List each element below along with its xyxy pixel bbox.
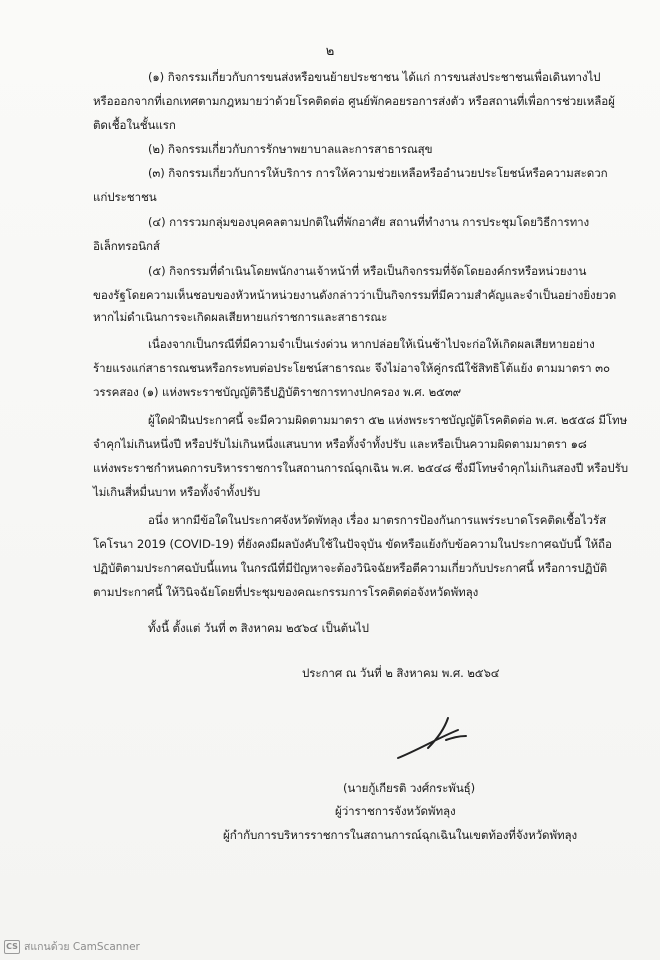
camscanner-logo-icon: CS xyxy=(4,940,20,954)
text-line: วรรคสอง (๑) แห่งพระราชบัญญัติวิธีปฏิบัติราชการทางปกครอง พ.ศ. ๒๕๓๙ xyxy=(93,385,462,399)
text-line: (๑) กิจกรรมเกี่ยวกับการขนส่งหรือขนย้ายประชาชน ได้แก่ การขนส่งประชาชนเพื่อเดินทางไป xyxy=(148,70,601,84)
camscanner-label: สแกนด้วย CamScanner xyxy=(24,941,140,953)
text-line: โคโรนา 2019 (COVID-19) ที่ยังคงมีผลบังคับใช้ในปัจจุบัน ขัดหรือแย้งกับข้อความในประกาศฉบับนี้ ให้ถือ xyxy=(93,537,612,551)
text-line: ตามประกาศนี้ ให้วินิจฉัยโดยที่ประชุมของคณะกรรมการโรคติดต่อจังหวัดพัทลุง xyxy=(93,585,479,599)
text-line: อนึ่ง หากมีข้อใดในประกาศจังหวัดพัทลุง เรื่อง มาตรการป้องกันการแพร่ระบาดโรคติดเชื้อไวรัส xyxy=(148,513,607,527)
text-line: ผู้ใดฝ่าฝืนประกาศนี้ จะมีความผิดตามมาตรา ๕๒ แห่งพระราชบัญญัติโรคติดต่อ พ.ศ. ๒๕๕๘ มีโทษ xyxy=(148,413,628,427)
announcement-date: ประกาศ ณ วันที่ ๒ สิงหาคม พ.ศ. ๒๕๖๔ xyxy=(302,666,500,680)
signatory-title: ผู้ว่าราชการจังหวัดพัทลุง xyxy=(335,804,456,818)
text-line: (๔) การรวมกลุ่มของบุคคลตามปกติในที่พักอาศัย สถานที่ทำงาน การประชุมโดยวิธีการทาง xyxy=(148,215,590,229)
text-line: หากไม่ดำเนินการจะเกิดผลเสียหายแก่ราชการและสาธารณะ xyxy=(93,310,388,324)
text-line: เนื่องจากเป็นกรณีที่มีความจำเป็นเร่งด่วน หากปล่อยให้เนิ่นช้าไปจะก่อให้เกิดผลเสียหายอย่าง xyxy=(148,337,595,351)
signatory-role: ผู้กำกับการบริหารราชการในสถานการณ์ฉุกเฉินในเขตท้องที่จังหวัดพัทลุง xyxy=(223,828,578,842)
text-line: (๓) กิจกรรมเกี่ยวกับการให้บริการ การให้ความช่วยเหลือหรืออำนวยประโยชน์หรือความสะดวก xyxy=(148,166,608,180)
text-line: ไม่เกินสี่หมื่นบาท หรือทั้งจำทั้งปรับ xyxy=(93,485,261,499)
text-line: แก่ประชาชน xyxy=(93,190,157,204)
text-line: (๕) กิจกรรมที่ดำเนินโดยพนักงานเจ้าหน้าที่ หรือเป็นกิจกรรมที่จัดโดยองค์กรหรือหน่วยงาน xyxy=(148,264,587,278)
text-line: ของรัฐโดยความเห็นชอบของหัวหน้าหน่วยงานดังกล่าวว่าเป็นกิจกรรมที่มีความสำคัญและจำเป็นอย่างยิ่งยวด xyxy=(93,288,617,302)
signature-mark xyxy=(388,700,478,770)
effective-date: ทั้งนี้ ตั้งแต่ วันที่ ๓ สิงหาคม ๒๕๖๔ เป็นต้นไป xyxy=(148,621,369,635)
text-line: แห่งพระราชกำหนดการบริหารราชการในสถานการณ์ฉุกเฉิน พ.ศ. ๒๕๔๘ ซึ่งมีโทษจำคุกไม่เกินสองปี หรือปรับ xyxy=(93,461,628,475)
camscanner-watermark xyxy=(4,938,140,955)
text-line: จำคุกไม่เกินหนึ่งปี หรือปรับไม่เกินหนึ่งแสนบาท หรือทั้งจำทั้งปรับ และหรือเป็นความผิดตามมาตรา ๑๘ xyxy=(93,437,587,451)
page-number: ๒ xyxy=(325,44,335,59)
text-line: ปฏิบัติตามประกาศฉบับนี้แทน ในกรณีที่มีปัญหาจะต้องวินิจฉัยหรือตีความเกี่ยวกับประกาศนี้ หรือการปฏิบัติ xyxy=(93,561,608,575)
signatory-name: (นายกู้เกียรติ วงศ์กระพันธุ์) xyxy=(343,781,476,795)
text-line: (๒) กิจกรรมเกี่ยวกับการรักษาพยาบาลและการสาธารณสุข xyxy=(148,142,433,156)
text-line: ติดเชื้อในชั้นแรก xyxy=(93,118,176,132)
text-line: หรือออกจากที่เอกเทศตามกฎหมายว่าด้วยโรคติดต่อ ศูนย์พักคอยรอการส่งตัว หรือสถานที่เพื่อการช่วยเหลือผู้ xyxy=(93,94,615,108)
text-line: อิเล็กทรอนิกส์ xyxy=(93,239,160,253)
text-line: ร้ายแรงแก่สาธารณชนหรือกระทบต่อประโยชน์สาธารณะ จึงไม่อาจให้คู่กรณีใช้สิทธิโต้แย้ง ตามมาตรา ๓๐ xyxy=(93,361,610,375)
